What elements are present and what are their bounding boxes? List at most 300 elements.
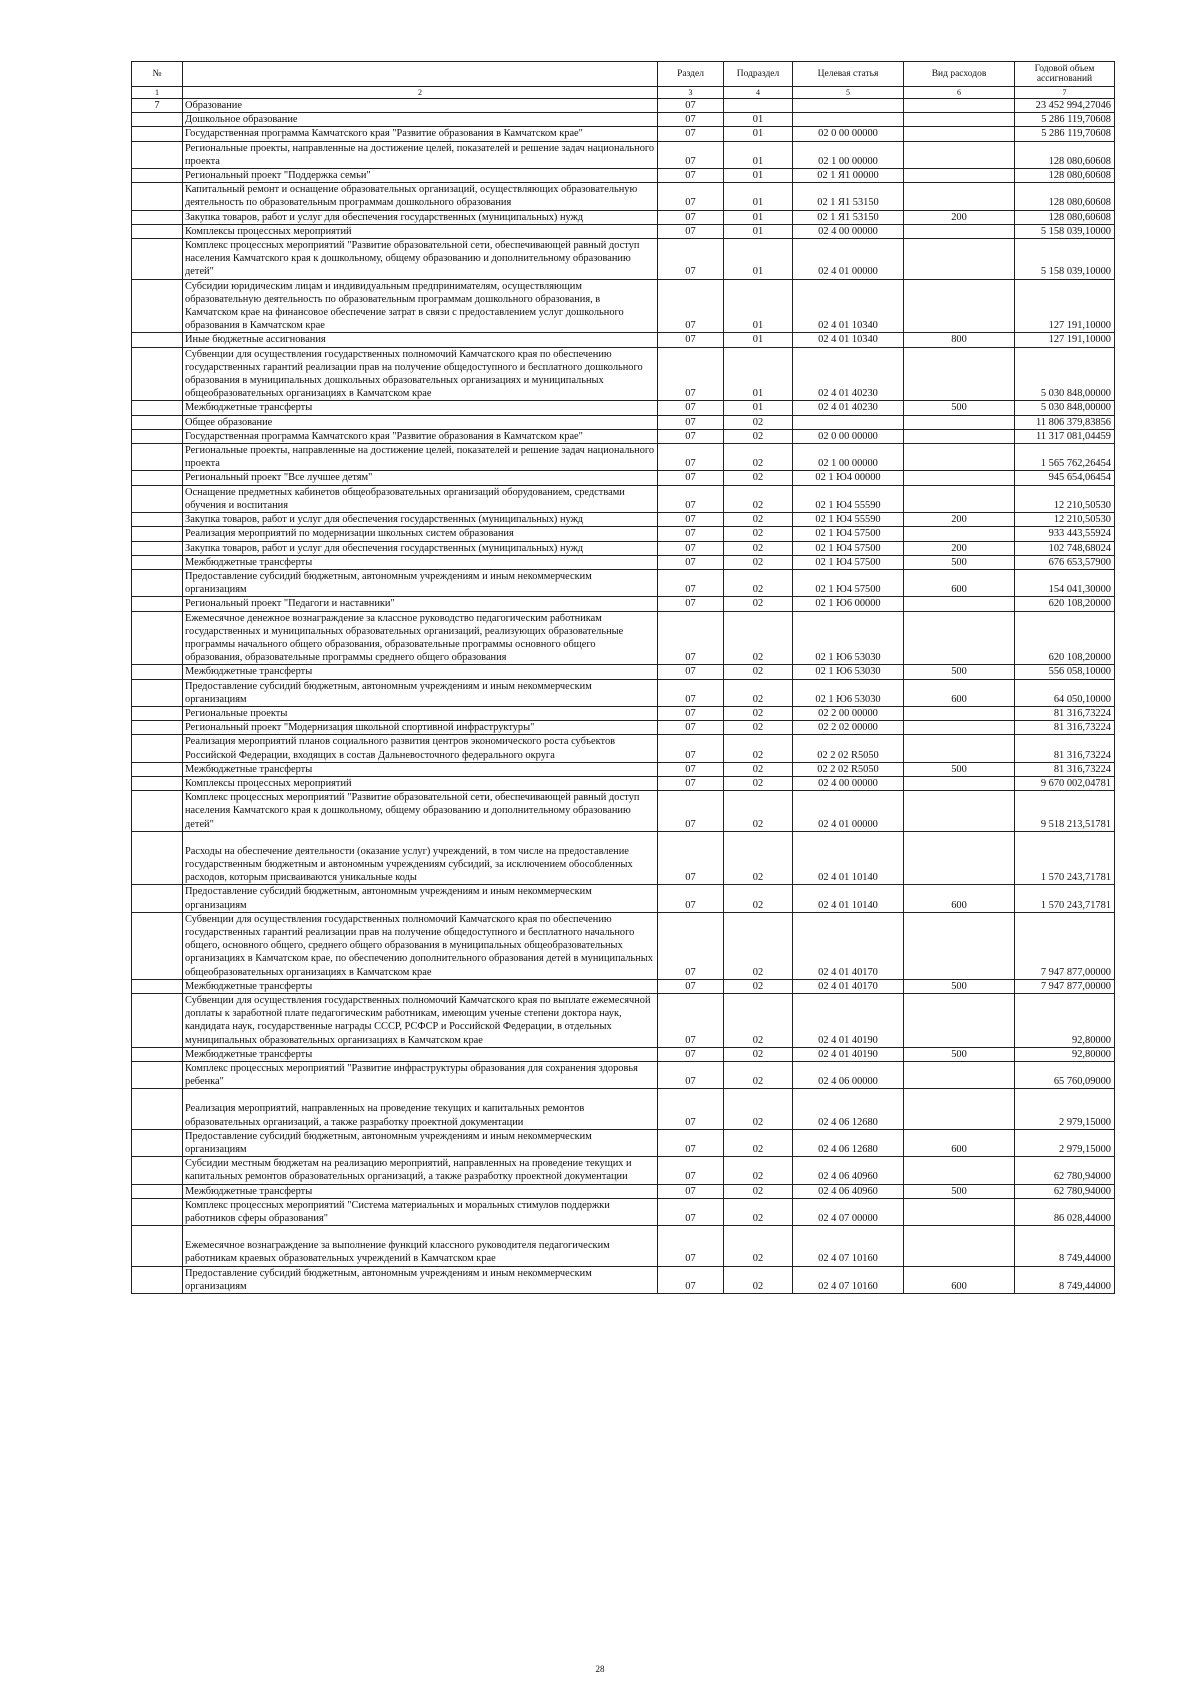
row-number — [132, 706, 183, 720]
row-amount: 5 030 848,00000 — [1015, 347, 1115, 401]
row-subsection: 02 — [724, 1157, 793, 1184]
budget-page — [131, 61, 1114, 1294]
row-number — [132, 183, 183, 210]
row-amount: 2 979,15000 — [1015, 1089, 1115, 1129]
table-row — [132, 513, 1115, 527]
row-name: Комплексы процессных мероприятий — [183, 224, 658, 238]
row-section: 07 — [658, 665, 724, 679]
row-number — [132, 527, 183, 541]
row-expense-type — [904, 127, 1015, 141]
row-subsection: 01 — [724, 210, 793, 224]
row-target-article: 02 4 00 00000 — [793, 224, 904, 238]
row-amount: 7 947 877,00000 — [1015, 979, 1115, 993]
row-expense-type — [904, 113, 1015, 127]
row-number — [132, 679, 183, 706]
row-target-article: 02 4 06 40960 — [793, 1157, 904, 1184]
row-number — [132, 994, 183, 1048]
header-section: Раздел — [658, 62, 724, 87]
table-row — [132, 279, 1115, 333]
row-name: Предоставление субсидий бюджетным, автономным учреждениям и иным некоммерческим организациям — [183, 885, 658, 912]
row-subsection: 01 — [724, 141, 793, 168]
row-number — [132, 541, 183, 555]
row-number — [132, 485, 183, 512]
row-section: 07 — [658, 141, 724, 168]
row-target-article: 02 2 02 00000 — [793, 721, 904, 735]
row-name: Предоставление субсидий бюджетным, автономным учреждениям и иным некоммерческим организациям — [183, 1266, 658, 1293]
row-amount: 12 210,50530 — [1015, 513, 1115, 527]
row-section: 07 — [658, 429, 724, 443]
table-row — [132, 569, 1115, 596]
row-amount: 1 570 243,71781 — [1015, 885, 1115, 912]
page-number: 28 — [595, 1664, 605, 1674]
row-number — [132, 912, 183, 979]
row-expense-type — [904, 347, 1015, 401]
table-row — [132, 912, 1115, 979]
row-expense-type — [904, 471, 1015, 485]
row-expense-type: 600 — [904, 679, 1015, 706]
row-subsection: 02 — [724, 597, 793, 611]
row-amount: 620 108,20000 — [1015, 597, 1115, 611]
row-expense-type — [904, 776, 1015, 790]
row-target-article: 02 4 01 40230 — [793, 347, 904, 401]
row-expense-type — [904, 721, 1015, 735]
row-amount: 2 979,15000 — [1015, 1129, 1115, 1156]
row-number — [132, 239, 183, 280]
table-row — [132, 1047, 1115, 1061]
row-subsection: 01 — [724, 169, 793, 183]
row-subsection: 02 — [724, 1226, 793, 1266]
row-amount: 127 191,10000 — [1015, 279, 1115, 333]
row-target-article: 02 1 Я1 53150 — [793, 210, 904, 224]
row-expense-type: 500 — [904, 979, 1015, 993]
row-section: 07 — [658, 513, 724, 527]
row-name: Закупка товаров, работ и услуг для обеспечения государственных (муниципальных) нужд — [183, 541, 658, 555]
row-expense-type — [904, 485, 1015, 512]
row-section: 07 — [658, 471, 724, 485]
row-subsection: 02 — [724, 569, 793, 596]
row-name: Капитальный ремонт и оснащение образовательных организаций, осуществляющих образовательную деятельность по образовательным программам дошкольного образования — [183, 183, 658, 210]
row-amount: 65 760,09000 — [1015, 1062, 1115, 1089]
table-header-row — [132, 62, 1115, 87]
row-name: Общее образование — [183, 415, 658, 429]
row-target-article: 02 4 06 00000 — [793, 1062, 904, 1089]
row-target-article: 02 4 01 40170 — [793, 979, 904, 993]
row-target-article: 02 4 01 00000 — [793, 791, 904, 832]
row-section: 07 — [658, 994, 724, 1048]
table-row — [132, 113, 1115, 127]
row-target-article: 02 2 02 R5050 — [793, 735, 904, 762]
row-section: 07 — [658, 706, 724, 720]
row-subsection: 02 — [724, 831, 793, 885]
row-section: 07 — [658, 279, 724, 333]
row-subsection: 02 — [724, 415, 793, 429]
row-section: 07 — [658, 885, 724, 912]
column-index: 4 — [724, 87, 793, 99]
row-subsection: 02 — [724, 1198, 793, 1225]
row-name: Межбюджетные трансферты — [183, 555, 658, 569]
row-section: 07 — [658, 555, 724, 569]
row-amount: 8 749,44000 — [1015, 1266, 1115, 1293]
row-target-article: 02 1 00 00000 — [793, 444, 904, 471]
row-amount: 5 030 848,00000 — [1015, 401, 1115, 415]
table-row — [132, 141, 1115, 168]
row-target-article: 02 1 Ю6 53030 — [793, 665, 904, 679]
row-name: Закупка товаров, работ и услуг для обеспечения государственных (муниципальных) нужд — [183, 513, 658, 527]
row-name: Региональные проекты, направленные на достижение целей, показателей и решение задач национального проекта — [183, 141, 658, 168]
table-row — [132, 706, 1115, 720]
row-subsection: 02 — [724, 444, 793, 471]
table-row — [132, 831, 1115, 885]
row-amount: 81 316,73224 — [1015, 735, 1115, 762]
row-target-article: 02 1 Ю4 57500 — [793, 541, 904, 555]
table-row — [132, 401, 1115, 415]
row-section: 07 — [658, 912, 724, 979]
row-name: Межбюджетные трансферты — [183, 665, 658, 679]
table-row — [132, 1157, 1115, 1184]
table-body — [132, 99, 1115, 1294]
row-name: Ежемесячное вознаграждение за выполнение функций классного руководителя педагогическим работникам краевых образовательных учреждений в Камчатском крае — [183, 1226, 658, 1266]
row-number — [132, 1198, 183, 1225]
row-subsection: 02 — [724, 471, 793, 485]
row-section: 07 — [658, 1047, 724, 1061]
table-row — [132, 333, 1115, 347]
row-number — [132, 141, 183, 168]
row-name: Региональный проект "Поддержка семьи" — [183, 169, 658, 183]
row-number — [132, 1226, 183, 1266]
row-subsection: 01 — [724, 333, 793, 347]
header-expense-type: Вид расходов — [904, 62, 1015, 87]
header-annual-amount: Годовой объем ассигнований — [1015, 62, 1115, 87]
row-expense-type — [904, 706, 1015, 720]
row-amount: 64 050,10000 — [1015, 679, 1115, 706]
row-section: 07 — [658, 415, 724, 429]
table-row — [132, 762, 1115, 776]
column-index: 1 — [132, 87, 183, 99]
table-row — [132, 127, 1115, 141]
row-expense-type: 500 — [904, 555, 1015, 569]
row-section: 07 — [658, 1089, 724, 1129]
row-target-article: 02 4 07 10160 — [793, 1226, 904, 1266]
table-row — [132, 665, 1115, 679]
row-number — [132, 401, 183, 415]
row-name: Расходы на обеспечение деятельности (оказание услуг) учреждений, в том числе на предоставление государственным бюджетным и автономным учреждениям субсидий, за исключением обособленных расходов, которым присваиваются уникальные коды — [183, 831, 658, 885]
row-expense-type — [904, 224, 1015, 238]
row-amount: 8 749,44000 — [1015, 1226, 1115, 1266]
row-name: Региональный проект "Все лучшее детям" — [183, 471, 658, 485]
table-row — [132, 239, 1115, 280]
row-name: Региональный проект "Педагоги и наставники" — [183, 597, 658, 611]
row-target-article: 02 0 00 00000 — [793, 429, 904, 443]
row-amount: 9 518 213,51781 — [1015, 791, 1115, 832]
row-amount: 5 158 039,10000 — [1015, 239, 1115, 280]
row-amount: 81 316,73224 — [1015, 706, 1115, 720]
row-expense-type — [904, 912, 1015, 979]
row-subsection: 02 — [724, 735, 793, 762]
table-row — [132, 471, 1115, 485]
row-section: 07 — [658, 485, 724, 512]
row-name: Иные бюджетные ассигнования — [183, 333, 658, 347]
row-target-article: 02 4 01 40170 — [793, 912, 904, 979]
table-row — [132, 611, 1115, 665]
row-subsection: 02 — [724, 776, 793, 790]
row-number — [132, 429, 183, 443]
row-expense-type — [904, 415, 1015, 429]
table-row — [132, 429, 1115, 443]
row-name: Предоставление субсидий бюджетным, автономным учреждениям и иным некоммерческим организациям — [183, 1129, 658, 1156]
table-row — [132, 169, 1115, 183]
table-row — [132, 979, 1115, 993]
table-row — [132, 541, 1115, 555]
row-expense-type — [904, 429, 1015, 443]
row-section: 07 — [658, 831, 724, 885]
row-section: 07 — [658, 721, 724, 735]
row-section: 07 — [658, 1157, 724, 1184]
table-row — [132, 347, 1115, 401]
column-number-row — [132, 87, 1115, 99]
row-number — [132, 1157, 183, 1184]
row-expense-type — [904, 239, 1015, 280]
row-amount: 12 210,50530 — [1015, 485, 1115, 512]
row-target-article: 02 4 01 10140 — [793, 831, 904, 885]
row-number — [132, 1129, 183, 1156]
row-amount: 5 286 119,70608 — [1015, 113, 1115, 127]
row-target-article: 02 1 Я1 53150 — [793, 183, 904, 210]
row-name: Межбюджетные трансферты — [183, 1047, 658, 1061]
row-subsection — [724, 99, 793, 113]
row-amount: 556 058,10000 — [1015, 665, 1115, 679]
row-expense-type: 500 — [904, 1184, 1015, 1198]
column-index: 5 — [793, 87, 904, 99]
table-row — [132, 99, 1115, 113]
row-expense-type — [904, 831, 1015, 885]
row-expense-type — [904, 597, 1015, 611]
row-section: 07 — [658, 444, 724, 471]
row-name: Субсидии юридическим лицам и индивидуальным предпринимателям, осуществляющим образовательную деятельность по образовательным программам дошкольного образования, в Камчатском крае на финансовое обеспечение затрат в связи с предоставлением услуг дошкольного образования в Камчатском крае — [183, 279, 658, 333]
row-section: 07 — [658, 183, 724, 210]
row-amount: 81 316,73224 — [1015, 762, 1115, 776]
row-section: 07 — [658, 569, 724, 596]
row-number — [132, 979, 183, 993]
row-subsection: 02 — [724, 979, 793, 993]
row-expense-type — [904, 1198, 1015, 1225]
row-section: 07 — [658, 169, 724, 183]
row-amount: 154 041,30000 — [1015, 569, 1115, 596]
row-amount: 5 158 039,10000 — [1015, 224, 1115, 238]
row-subsection: 01 — [724, 183, 793, 210]
row-name: Комплекс процессных мероприятий "Развитие образовательной сети, обеспечивающей равный доступ населения Камчатского края к дошкольному, общему образованию и дополнительному образованию детей" — [183, 239, 658, 280]
row-number — [132, 721, 183, 735]
row-section: 07 — [658, 611, 724, 665]
row-expense-type — [904, 1062, 1015, 1089]
row-subsection: 02 — [724, 912, 793, 979]
row-section: 07 — [658, 1062, 724, 1089]
row-target-article: 02 4 00 00000 — [793, 776, 904, 790]
table-row — [132, 1198, 1115, 1225]
row-name: Дошкольное образование — [183, 113, 658, 127]
row-section: 07 — [658, 762, 724, 776]
row-target-article: 02 1 Ю4 57500 — [793, 569, 904, 596]
row-target-article: 02 4 06 12680 — [793, 1129, 904, 1156]
row-target-article: 02 4 06 40960 — [793, 1184, 904, 1198]
row-amount: 92,80000 — [1015, 1047, 1115, 1061]
row-target-article: 02 1 00 00000 — [793, 141, 904, 168]
row-target-article: 02 4 07 00000 — [793, 1198, 904, 1225]
table-row — [132, 224, 1115, 238]
row-name: Региональные проекты, направленные на достижение целей, показателей и решение задач национального проекта — [183, 444, 658, 471]
row-target-article: 02 1 Ю4 55590 — [793, 513, 904, 527]
row-subsection: 02 — [724, 541, 793, 555]
row-subsection: 02 — [724, 1184, 793, 1198]
row-section: 07 — [658, 113, 724, 127]
row-number — [132, 444, 183, 471]
row-number — [132, 762, 183, 776]
row-target-article: 02 4 01 40190 — [793, 1047, 904, 1061]
row-number — [132, 776, 183, 790]
column-index: 3 — [658, 87, 724, 99]
row-expense-type: 500 — [904, 1047, 1015, 1061]
row-amount: 933 443,55924 — [1015, 527, 1115, 541]
row-subsection: 01 — [724, 401, 793, 415]
row-subsection: 02 — [724, 1266, 793, 1293]
row-number — [132, 513, 183, 527]
row-target-article — [793, 113, 904, 127]
row-subsection: 02 — [724, 527, 793, 541]
row-name: Межбюджетные трансферты — [183, 762, 658, 776]
row-target-article — [793, 99, 904, 113]
row-name: Образование — [183, 99, 658, 113]
row-number — [132, 791, 183, 832]
row-name: Реализация мероприятий по модернизации школьных систем образования — [183, 527, 658, 541]
row-number — [132, 597, 183, 611]
row-section: 07 — [658, 791, 724, 832]
row-number — [132, 279, 183, 333]
row-subsection: 02 — [724, 721, 793, 735]
table-row — [132, 721, 1115, 735]
row-number — [132, 1184, 183, 1198]
row-amount: 11 317 081,04459 — [1015, 429, 1115, 443]
row-expense-type — [904, 1089, 1015, 1129]
row-section: 07 — [658, 776, 724, 790]
row-number — [132, 127, 183, 141]
column-index: 6 — [904, 87, 1015, 99]
row-expense-type: 600 — [904, 1129, 1015, 1156]
row-section: 07 — [658, 597, 724, 611]
row-expense-type — [904, 791, 1015, 832]
table-row — [132, 791, 1115, 832]
row-target-article: 02 4 07 10160 — [793, 1266, 904, 1293]
row-expense-type — [904, 1157, 1015, 1184]
row-amount: 1 565 762,26454 — [1015, 444, 1115, 471]
row-target-article: 02 4 01 10140 — [793, 885, 904, 912]
row-amount: 676 653,57900 — [1015, 555, 1115, 569]
row-expense-type: 200 — [904, 210, 1015, 224]
row-subsection: 02 — [724, 429, 793, 443]
row-section: 07 — [658, 527, 724, 541]
row-name: Межбюджетные трансферты — [183, 1184, 658, 1198]
table-row — [132, 885, 1115, 912]
row-number — [132, 1089, 183, 1129]
row-number — [132, 885, 183, 912]
row-amount: 128 080,60608 — [1015, 183, 1115, 210]
row-expense-type — [904, 444, 1015, 471]
column-index: 7 — [1015, 87, 1115, 99]
row-section: 07 — [658, 210, 724, 224]
row-number — [132, 113, 183, 127]
row-name: Субсидии местным бюджетам на реализацию мероприятий, направленных на проведение текущих и капитальных ремонтов образовательных организаций, а также разработку проектной документации — [183, 1157, 658, 1184]
row-name: Межбюджетные трансферты — [183, 979, 658, 993]
header-name — [183, 62, 658, 87]
table-row — [132, 415, 1115, 429]
row-subsection: 02 — [724, 1062, 793, 1089]
row-expense-type — [904, 169, 1015, 183]
row-target-article: 02 4 01 40190 — [793, 994, 904, 1048]
row-expense-type: 800 — [904, 333, 1015, 347]
budget-table — [131, 61, 1115, 1294]
row-target-article: 02 1 Ю4 00000 — [793, 471, 904, 485]
table-row — [132, 555, 1115, 569]
table-row — [132, 444, 1115, 471]
row-name: Реализация мероприятий, направленных на проведение текущих и капитальных ремонтов образовательных организаций, а также разработку проектной документации — [183, 1089, 658, 1129]
row-subsection: 01 — [724, 113, 793, 127]
row-name: Ежемесячное денежное вознаграждение за классное руководство педагогическим работникам государственных и муниципальных образовательных организаций, реализующих образовательные программы начального общего образования, образовательные программы основного общего образования, образовательные программы среднего общего образования — [183, 611, 658, 665]
row-number — [132, 169, 183, 183]
row-number — [132, 347, 183, 401]
row-target-article: 02 1 Ю6 53030 — [793, 679, 904, 706]
row-name: Предоставление субсидий бюджетным, автономным учреждениям и иным некоммерческим организациям — [183, 679, 658, 706]
row-subsection: 01 — [724, 279, 793, 333]
row-target-article: 02 2 02 R5050 — [793, 762, 904, 776]
row-expense-type — [904, 183, 1015, 210]
row-subsection: 01 — [724, 239, 793, 280]
row-subsection: 01 — [724, 347, 793, 401]
header-target-article: Целевая статья — [793, 62, 904, 87]
row-expense-type — [904, 279, 1015, 333]
row-name: Реализация мероприятий планов социального развития центров экономического роста субъектов Российской Федерации, входящих в состав Дальневосточного федерального округа — [183, 735, 658, 762]
row-amount: 92,80000 — [1015, 994, 1115, 1048]
row-amount: 5 286 119,70608 — [1015, 127, 1115, 141]
row-number — [132, 1062, 183, 1089]
row-name: Региональные проекты — [183, 706, 658, 720]
row-amount: 128 080,60608 — [1015, 169, 1115, 183]
row-target-article: 02 4 01 10340 — [793, 279, 904, 333]
row-expense-type: 600 — [904, 885, 1015, 912]
table-row — [132, 1266, 1115, 1293]
row-subsection: 02 — [724, 1047, 793, 1061]
table-row — [132, 183, 1115, 210]
row-subsection: 02 — [724, 762, 793, 776]
header-subsection: Подраздел — [724, 62, 793, 87]
table-row — [132, 210, 1115, 224]
row-target-article: 02 4 01 10340 — [793, 333, 904, 347]
row-subsection: 02 — [724, 1089, 793, 1129]
table-row — [132, 735, 1115, 762]
row-number — [132, 555, 183, 569]
row-name: Государственная программа Камчатского края "Развитие образования в Камчатском крае" — [183, 127, 658, 141]
row-expense-type: 600 — [904, 1266, 1015, 1293]
row-section: 07 — [658, 1184, 724, 1198]
header-number: № — [132, 62, 183, 87]
row-expense-type: 200 — [904, 513, 1015, 527]
row-amount: 128 080,60608 — [1015, 210, 1115, 224]
row-subsection: 02 — [724, 885, 793, 912]
row-target-article: 02 1 Я1 00000 — [793, 169, 904, 183]
row-name: Предоставление субсидий бюджетным, автономным учреждениям и иным некоммерческим организациям — [183, 569, 658, 596]
row-amount: 945 654,06454 — [1015, 471, 1115, 485]
row-name: Субвенции для осуществления государственных полномочий Камчатского края по выплате ежемесячной доплаты к заработной плате педагогическим работникам, имеющим ученые степени доктора наук, кандидата наук, государственные награды СССР, РСФСР и Российской Федерации, в отдельных муниципальных образовательных организациях в Камчатском крае — [183, 994, 658, 1048]
row-number — [132, 415, 183, 429]
row-expense-type — [904, 735, 1015, 762]
row-number — [132, 210, 183, 224]
